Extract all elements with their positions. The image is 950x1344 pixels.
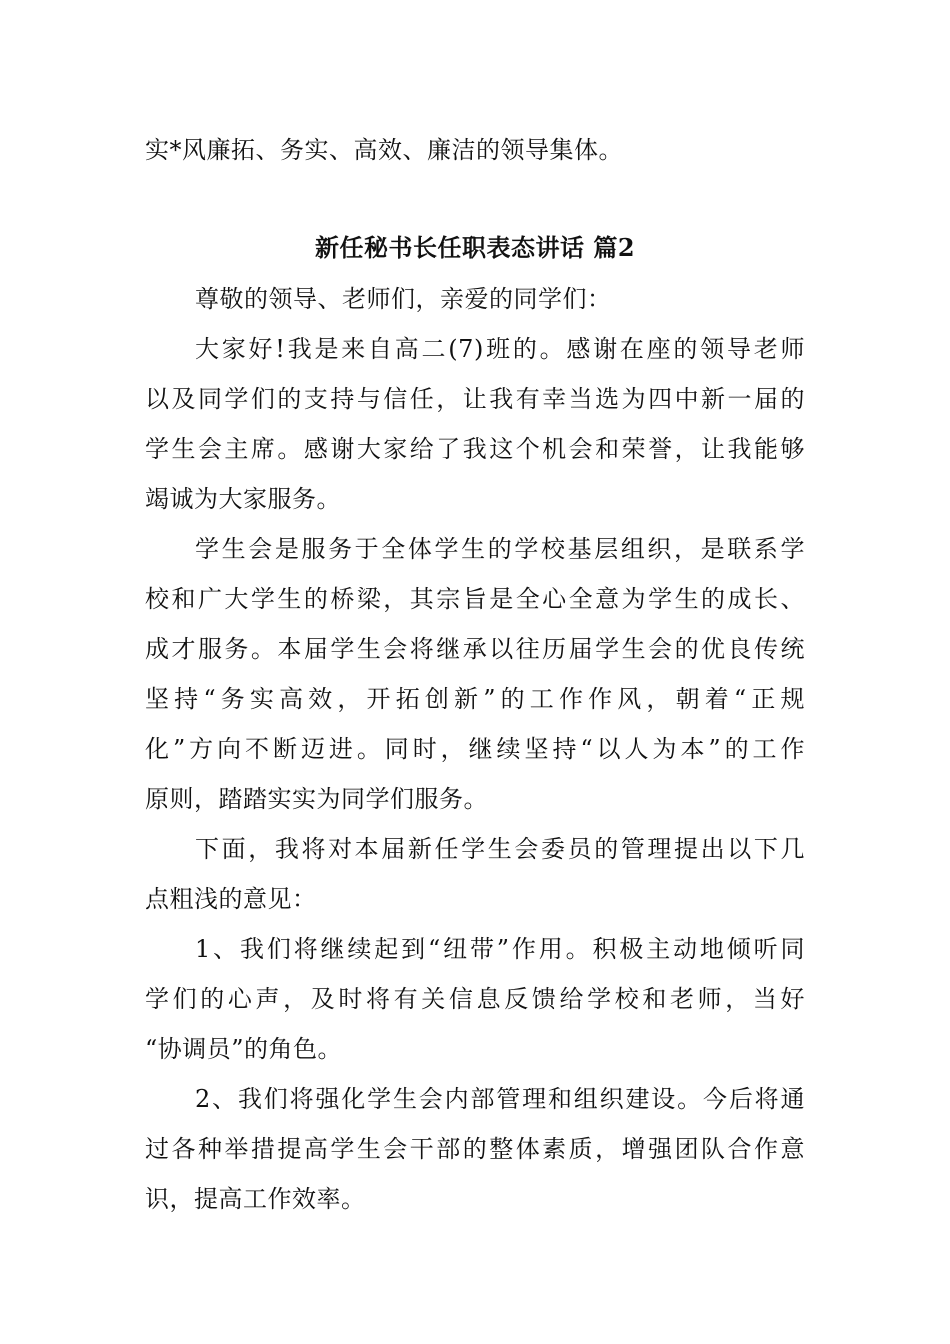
- text-line: 竭诚为大家服务。: [145, 485, 341, 513]
- text-line: 成才服务。本届学生会将继承以往历届学生会的优良传统: [145, 635, 805, 663]
- text-line: 识，提高工作效率。: [145, 1185, 366, 1213]
- salutation: 尊敬的领导、老师们，亲爱的同学们：: [195, 285, 612, 313]
- list-item-2: 2、我们将强化学生会内部管理和组织建设。今后将通: [195, 1085, 805, 1113]
- section-title: 新任秘书长任职表态讲话 篇2: [314, 233, 636, 262]
- text-line: 点粗浅的意见：: [145, 885, 317, 913]
- text-line: 学们的心声，及时将有关信息反馈给学校和老师，当好: [145, 985, 805, 1013]
- text-line: 坚持“务实高效，开拓创新”的工作作风，朝着“正规: [145, 685, 805, 713]
- text-line: 以及同学们的支持与信任，让我有幸当选为四中新一届的: [145, 385, 805, 413]
- text-line: 学生会主席。感谢大家给了我这个机会和荣誉，让我能够: [145, 435, 805, 463]
- text-line: 化”方向不断迈进。同时，继续坚持“以人为本”的工作: [145, 735, 805, 763]
- text-line: 原则，踏踏实实为同学们服务。: [145, 785, 488, 813]
- list-item-1: 1、我们将继续起到“纽带”作用。积极主动地倾听同: [195, 935, 805, 963]
- text-line: 下面，我将对本届新任学生会委员的管理提出以下几: [195, 835, 805, 863]
- text-line: 校和广大学生的桥梁，其宗旨是全心全意为学生的成长、: [145, 585, 805, 613]
- text-line: 实*风廉拓、务实、高效、廉洁的领导集体。: [145, 136, 623, 164]
- text-line: 过各种举措提高学生会干部的整体素质，增强团队合作意: [145, 1135, 805, 1163]
- text-line: “协调员”的角色。: [145, 1035, 343, 1063]
- text-line: 学生会是服务于全体学生的学校基层组织，是联系学: [195, 535, 805, 563]
- text-line: 大家好!我是来自高二(7)班的。感谢在座的领导老师: [195, 335, 805, 363]
